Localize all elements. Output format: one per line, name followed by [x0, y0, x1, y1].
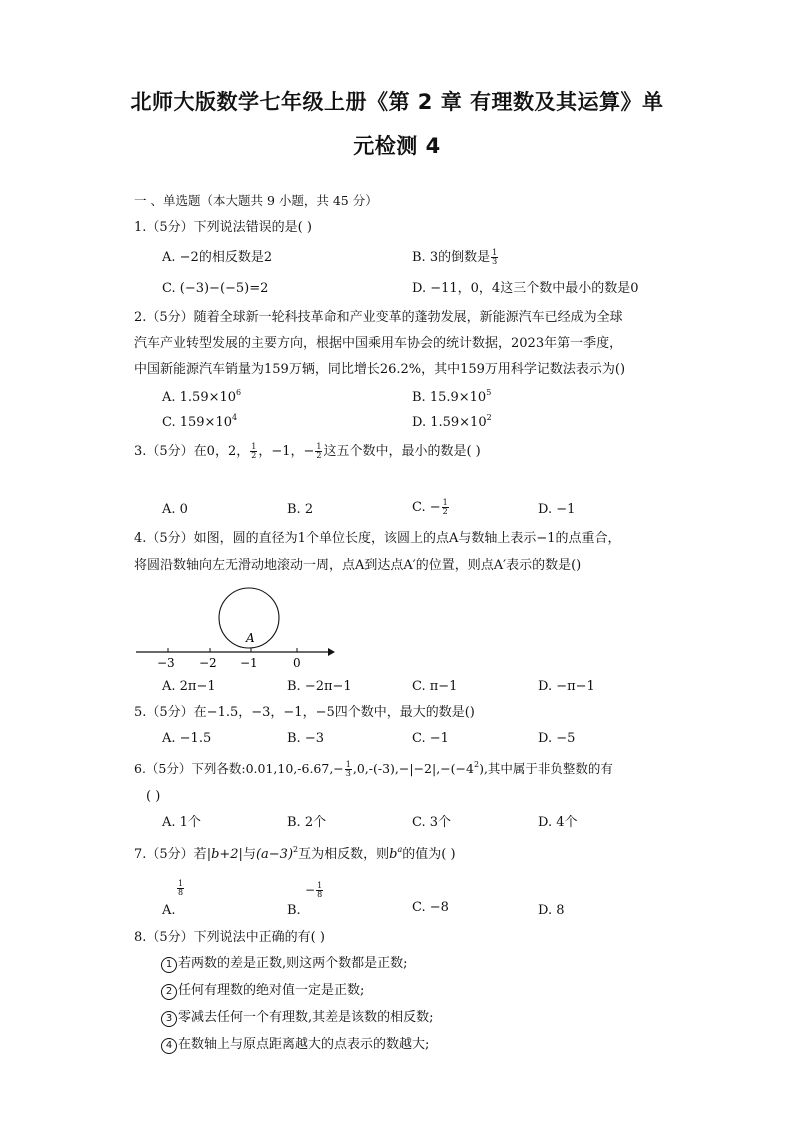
- q7-option-d: D. 8: [538, 903, 565, 918]
- q3-stem: 3.（5分）在0，2， $\frac{1}{2}$ ，−1，− $\frac{1}{2}$ 这五个数中，最小的数是( ): [134, 442, 481, 460]
- q3-option-c: C. − $\frac{1}{2}$: [412, 498, 448, 516]
- q1-option-c: C. (−3)−(−5)=2: [162, 281, 269, 296]
- q7-option-a-fraction: $\frac{1}{8}$: [178, 879, 184, 897]
- section-heading: 一 、单选题（本大题共 9 小题，共 45 分）: [134, 193, 378, 208]
- circled-number-icon: 2: [161, 984, 177, 1000]
- q1-stem: 1.（5分）下列说法错误的是( ): [134, 220, 312, 235]
- q2-option-c: C. $159\times 10^4$: [162, 413, 238, 430]
- q2-option-a: A. $1.59\times 10^6$: [162, 388, 242, 405]
- q3-option-a: A. 0: [162, 502, 188, 517]
- q6-option-d: D. 4个: [538, 815, 578, 830]
- q7-option-a-label: A.: [162, 903, 176, 918]
- q1-option-a: A. −2的相反数是2: [162, 250, 273, 265]
- q1-option-d: D. −11，0，4这三个数中最小的数是0: [412, 281, 639, 296]
- q4-option-c: C. π−1: [412, 679, 458, 694]
- q2-option-d: D. $1.59\times 10^2$: [412, 413, 492, 430]
- number-line-figure: [130, 582, 350, 672]
- q2-line-2: 汽车产业转型发展的主要方向，根据中国乘用车协会的统计数据，2023年第一季度，: [134, 336, 623, 351]
- q2-line-3: 中国新能源汽车销量为159万辆，同比增长26.2%，其中159万用科学记数法表示为(): [134, 362, 626, 377]
- q7-option-b-label: B.: [287, 903, 301, 918]
- q8-item: 2 任何有理数的绝对值一定是正数;: [161, 982, 364, 1000]
- q1-option-b: B. 3的倒数是 $\frac{1}{3}$: [412, 248, 498, 266]
- circled-number-icon: 1: [161, 957, 177, 973]
- q6-option-a: A. 1个: [162, 815, 201, 830]
- q6-option-b: B. 2个: [287, 815, 327, 830]
- title-line-1: 北师大版数学七年级上册《第 2 章 有理数及其运算》单: [130, 90, 664, 114]
- q8-item: 1 若两数的差是正数,则这两个数都是正数;: [161, 955, 408, 973]
- q2-option-b: B. $15.9\times 10^5$: [412, 388, 492, 405]
- q3-option-d: D. −1: [538, 502, 576, 517]
- q8-item: 4 在数轴上与原点距离越大的点表示的数越大;: [161, 1036, 429, 1054]
- q5-option-d: D. −5: [538, 731, 576, 746]
- q7-option-b-fraction: − $\frac{1}{8}$: [305, 881, 323, 899]
- q5-option-a: A. −1.5: [162, 731, 212, 746]
- q4-option-b: B. −2π−1: [287, 679, 352, 694]
- q4-line-2: 将圆沿数轴向左无滑动地滚动一周，点A到达点A′的位置，则点A′表示的数是(): [134, 558, 582, 573]
- q3-option-b: B. 2: [287, 502, 314, 517]
- q8-stem: 8.（5分）下列说法中正确的有( ): [134, 930, 325, 945]
- q8-item: 3 零减去任何一个有理数,其差是该数的相反数;: [161, 1009, 434, 1027]
- q2-line-1: 2.（5分）随着全球新一轮科技革命和产业变革的蓬勃发展，新能源汽车已经成为全球: [134, 310, 623, 325]
- tick-label-zero: 0: [293, 656, 301, 670]
- title-line-2: 元检测 4: [353, 134, 441, 158]
- tick-label-minus-3: −3: [157, 656, 175, 670]
- circled-number-icon: 4: [161, 1038, 177, 1054]
- q6-stem: 6.（5分）下列各数:0.01,10,-6.67,− $\frac{1}{3}$ $,0,-(-3),-|-2|,-(-4^2)$,其中属于非负整数的有: [134, 760, 613, 778]
- q7-stem: 7.（5分）若|b+2|与$(a-3)^2$互为相反数，则$b^a$的值为( ): [134, 845, 456, 862]
- q7-option-c: C. −8: [412, 900, 449, 915]
- circled-number-icon: 3: [161, 1011, 177, 1027]
- q6-line-2: ( ): [146, 789, 161, 804]
- q5-option-b: B. −3: [287, 731, 324, 746]
- point-a-label: A: [246, 631, 255, 645]
- tick-label-minus-2: −2: [199, 656, 217, 670]
- q4-option-a: A. 2π−1: [162, 679, 216, 694]
- q5-option-c: C. −1: [412, 731, 449, 746]
- tick-label-minus-1: −1: [240, 656, 258, 670]
- q5-stem: 5.（5分）在−1.5，−3，−1，−5四个数中，最大的数是(): [134, 705, 475, 720]
- axis-arrow-icon: [328, 648, 335, 656]
- q6-option-c: C. 3个: [412, 815, 452, 830]
- q4-line-1: 4.（5分）如图，圆的直径为1个单位长度，该圆上的点A与数轴上表示−1的点重合，: [134, 531, 621, 546]
- q4-option-d: D. −π−1: [538, 679, 595, 694]
